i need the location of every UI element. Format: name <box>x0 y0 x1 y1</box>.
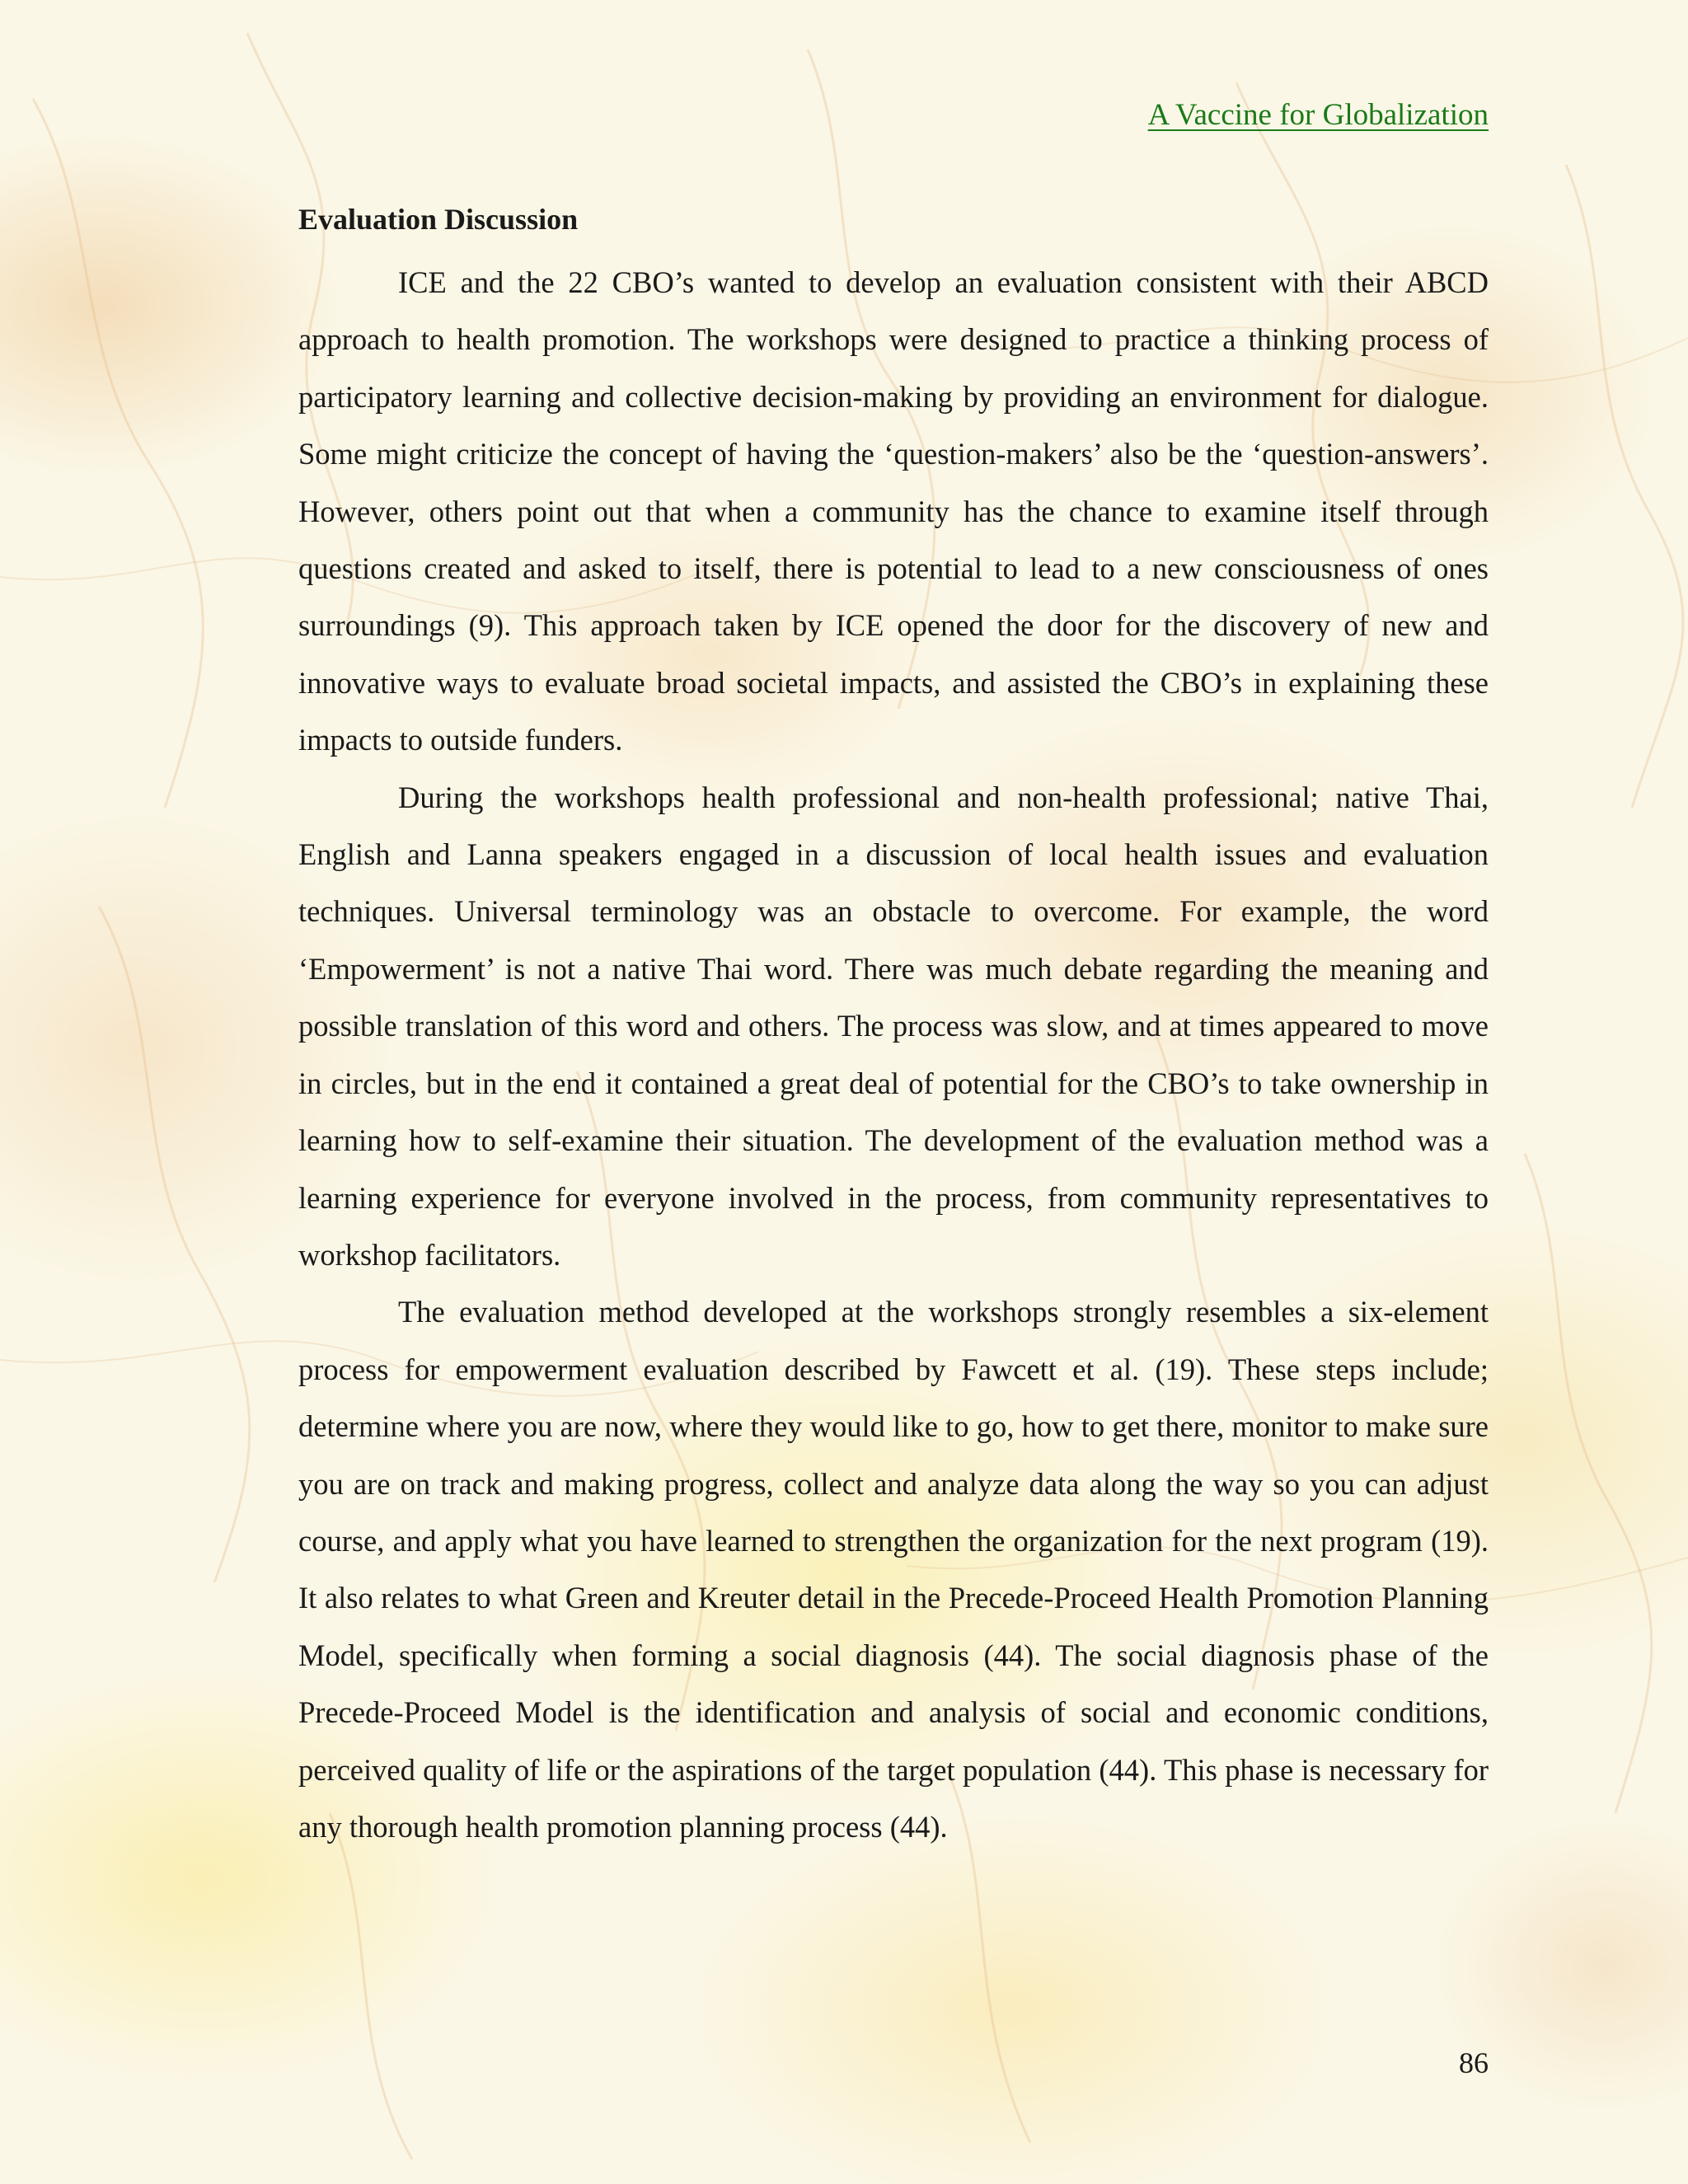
running-header-title: A Vaccine for Globalization <box>1147 98 1489 132</box>
page-number: 86 <box>1459 2046 1489 2079</box>
section-heading: Evaluation Discussion <box>298 203 579 236</box>
paragraph-3: The evaluation method developed at the workshops strongly resembles a six-element process for empowerment evaluation described by Fawcett et al. (19). These steps include; determine where you are now, where they would like to go, how to get there, monitor to make sure you are on track and making progress, collect and analyze data along the way so you can adjust course, and apply what you have learned to strengthen the organization for the next program (19). It also relates to what Green and Kreuter detail in the Precede-Proceed Health Promotion Planning Model, specifically when forming a social diagnosis (44). The social diagnosis phase of the Precede-Proceed Model is the identification and analysis of social and economic conditions, perceived quality of life or the aspirations of the target population (44). This phase is necessary for any thorough health promotion planning process (44). <box>298 1295 1489 1844</box>
section-body <box>298 254 1489 1855</box>
paragraph-2: During the workshops health professional and non-health professional; native Thai, English and Lanna speakers engaged in a discussion of local health issues and evaluation techniques. Universal terminology was an obstacle to overcome. For example, the word ‘Empowerment’ is not a native Thai word. There was much debate regarding the meaning and possible translation of this word and others. The process was slow, and at times appeared to move in circles, but in the end it contained a great deal of potential for the CBO’s to take ownership in learning how to self-examine their situation. The development of the evaluation method was a learning experience for everyone involved in the process, from community representatives to workshop facilitators. <box>298 780 1489 1272</box>
paragraph-1: ICE and the 22 CBO’s wanted to develop an evaluation consistent with their ABCD approach to health promotion. The workshops were designed to practice a thinking process of participatory learning and collective decision-making by providing an environment for dialogue. Some might criticize the concept of having the ‘question-makers’ also be the ‘question-answers’. However, others point out that when a community has the chance to examine itself through questions created and asked to itself, there is potential to lead to a new consciousness of ones surroundings (9). This approach taken by ICE opened the door for the discovery of new and innovative ways to evaluate broad societal impacts, and assisted the CBO’s in explaining these impacts to outside funders. <box>298 265 1489 757</box>
